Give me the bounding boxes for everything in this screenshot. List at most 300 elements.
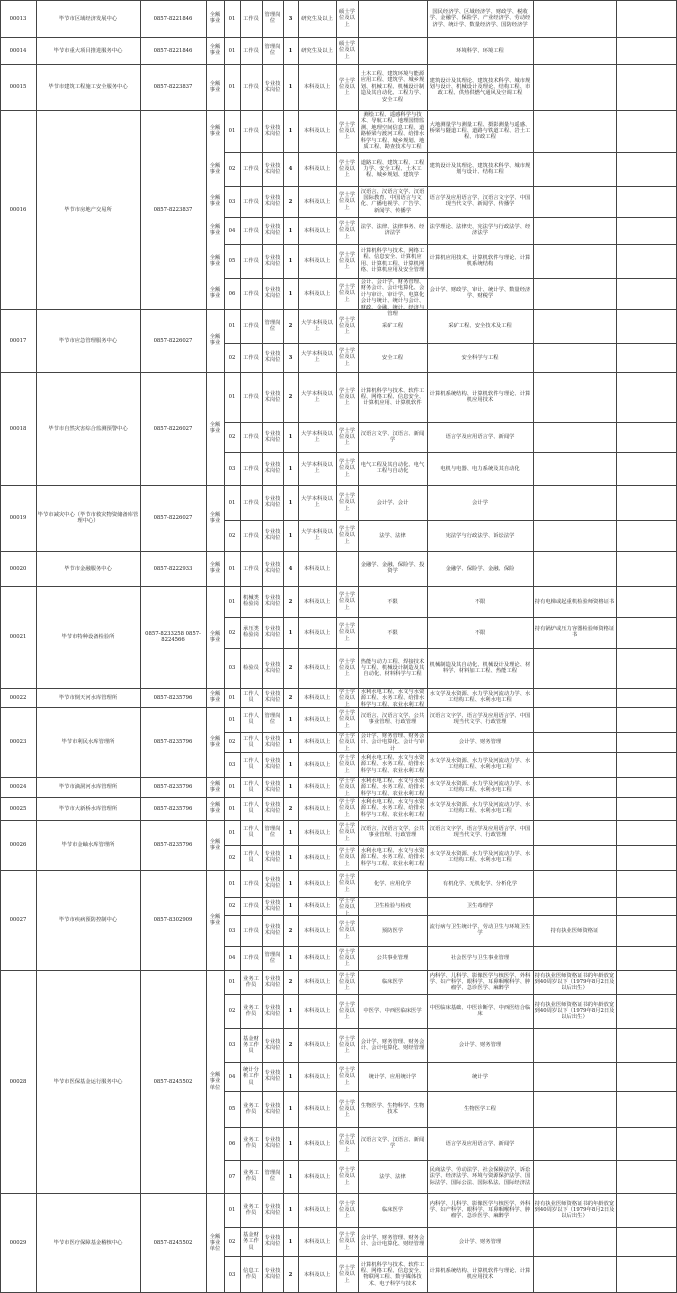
- cell-deg: 学士学位及以上: [339, 192, 355, 211]
- cell-deg: 学士学位及以上: [339, 733, 355, 752]
- cell-nature: 全额事业单位: [209, 1072, 221, 1091]
- cell-edu: 本科及以上: [303, 1008, 331, 1014]
- cell-nature: 全额事业: [209, 562, 221, 575]
- cell-edu: 大学本科及以上: [301, 529, 333, 542]
- cell-job: 工作员: [243, 955, 259, 961]
- cell-deg: 学士学位及以上: [339, 823, 355, 842]
- cell-code: 00022: [9, 694, 27, 701]
- cell-unit: 毕节市重大项目推进服务中心: [53, 47, 123, 54]
- cell-major_b: 环境科学、环境工程: [456, 47, 504, 54]
- cell-major_a: 采矿工程: [381, 323, 404, 329]
- grid-line: [0, 1193, 677, 1194]
- cell-num: 1: [288, 84, 293, 90]
- cell-type: 专业技术岗位: [264, 430, 281, 443]
- cell-job: 基金财务工作员: [243, 1232, 259, 1251]
- cell-deg: 学士学位及以上: [339, 121, 355, 141]
- cell-no: 01: [228, 979, 236, 985]
- grid-line: [358, 0, 359, 1293]
- cell-major_a: 会计学、财务管理、财务会计、会计电算化、财经管理: [360, 1038, 425, 1051]
- cell-no: 03: [228, 665, 236, 671]
- cell-job: 检验员: [243, 665, 259, 671]
- cell-deg: 学士学位及以上: [339, 689, 355, 708]
- cell-num: 1: [288, 258, 293, 264]
- cell-major_a: 汉语言、汉语言文学、公共事业管理、行政管理: [360, 713, 425, 726]
- cell-unit: 毕节市滴洞河水库管理所: [58, 784, 118, 790]
- cell-nature: 全额事业: [209, 334, 221, 347]
- cell-type: 管理岗位: [264, 951, 281, 964]
- cell-phone: 0857-8235796: [153, 842, 193, 848]
- cell-phone: 0857-8245502: [153, 1240, 193, 1246]
- cell-no: 01: [228, 565, 236, 572]
- cell-nature: 全额事业: [209, 80, 221, 93]
- cell-edu: 本科及以上: [303, 829, 331, 836]
- cell-code: 00013: [9, 15, 27, 22]
- cell-edu: 本科及以上: [303, 128, 331, 134]
- cell-type: 专业技术岗位: [264, 924, 281, 937]
- cell-no: 05: [228, 1106, 236, 1112]
- cell-major_a: 会计、会计学、财务管理、财务会计、会计电算化、会计与审计、审计学、电算化会计与统计、统计与会计、财政、金融、统计、经济与管理: [360, 279, 425, 318]
- cell-no: 02: [228, 434, 236, 440]
- cell-nature: 全额事业: [209, 12, 221, 25]
- cell-num: 1: [288, 227, 293, 234]
- grid-line: [36, 0, 37, 1293]
- cell-type: 专业技术岗位: [264, 562, 281, 575]
- cell-deg: 学士学位及以上: [339, 348, 355, 367]
- cell-unit: 毕节市大新桥水库管理所: [58, 805, 118, 812]
- grid-line: [0, 551, 677, 552]
- cell-num: 4: [288, 166, 293, 172]
- cell-type: 专业技术岗位: [264, 899, 281, 912]
- cell-no: 01: [228, 394, 236, 400]
- cell-job: 业务工作员: [243, 1203, 259, 1216]
- cell-major_a: 卫生检验与检疫: [373, 903, 412, 909]
- cell-edu: 大学本科及以上: [301, 319, 333, 332]
- cell-edu: 大学本科及以上: [301, 496, 333, 509]
- cell-edu: 研究生及以上: [301, 15, 333, 22]
- cell-type: 专业技术岗位: [264, 661, 281, 674]
- cell-unit: 毕节市疾病预防控制中心: [58, 917, 118, 923]
- cell-edu: 本科及以上: [303, 694, 331, 701]
- cell-major_a: 法学、法律、法律事务、经济法学: [360, 224, 425, 237]
- cell-num: 1: [288, 629, 293, 636]
- grid-line: [224, 452, 677, 453]
- cell-edu: 本科及以上: [303, 227, 331, 234]
- cell-no: 01: [228, 84, 236, 90]
- cell-num: 1: [288, 1207, 293, 1213]
- cell-job: 业务工作员: [243, 1137, 259, 1150]
- cell-no: 01: [228, 829, 236, 836]
- cell-nature: 全额事业: [209, 838, 221, 851]
- cell-major_b: 统计学: [472, 1073, 488, 1080]
- grid-line: [533, 0, 534, 1293]
- grid-line: [0, 820, 677, 821]
- cell-phone: 0857-8245502: [153, 1078, 193, 1085]
- cell-major_b: 宪法学与行政法学、诉讼法学: [445, 532, 515, 539]
- cell-job: 工作人员: [243, 780, 259, 793]
- cell-major_b: 安全科学与工程: [461, 354, 499, 361]
- cell-edu: 本科及以上: [303, 927, 331, 934]
- grid-line: [224, 152, 677, 153]
- cell-job: 工作员: [243, 290, 259, 297]
- cell-num: 3: [288, 354, 293, 361]
- cell-type: 管理岗位: [264, 713, 281, 726]
- cell-major_a: 生物医学、生物科学、生物技术: [360, 1102, 425, 1115]
- cell-deg: 学士学位及以上: [339, 1134, 355, 1153]
- cell-num: 1: [288, 716, 293, 723]
- cell-no: 01: [228, 128, 236, 134]
- cell-major_b: 民商法学、劳动法学、社会保障法学、诉讼法学、经济法学、环境与资源保护法学、国际法学、国际公法、国际私法、国际经济法: [429, 1167, 531, 1186]
- cell-no: 04: [228, 227, 236, 234]
- cell-unit: 毕节市房地产交易所: [64, 206, 112, 213]
- cell-type: 专业技术岗位: [264, 1137, 281, 1150]
- cell-job: 基金财务工作员: [243, 1035, 259, 1055]
- cell-major_b: 会计学、财政学、审计、统计学、数量经济学、财税学: [429, 287, 531, 300]
- cell-major_b: 社会医学与卫生事业管理: [450, 955, 510, 961]
- cell-num: 2: [288, 665, 293, 671]
- cell-edu: 本科及以上: [303, 716, 331, 723]
- cell-no: 02: [228, 854, 236, 861]
- cell-job: 承压类检验岗: [243, 626, 259, 639]
- cell-major_b: 水文学及水资源、水力学及河流动力学、水工结构工程、水利水电工程: [429, 802, 531, 815]
- cell-type: 专业技术岗位: [264, 802, 281, 815]
- cell-no: 01: [228, 1207, 236, 1213]
- cell-unit: 毕节市医保基金运行服务中心: [53, 1078, 123, 1085]
- cell-job: 机械类检验岗: [243, 595, 259, 608]
- cell-type: 专业技术岗位: [264, 529, 281, 542]
- grid-line: [224, 1062, 677, 1063]
- cell-no: 02: [228, 354, 236, 361]
- cell-major_a: 会计学、会计: [376, 499, 409, 506]
- cell-type: 管理岗位: [264, 826, 281, 839]
- grid-line: [0, 797, 677, 798]
- cell-major_a: 会计学、财务管理、财务会计、会计电算化、财经管理: [360, 1235, 425, 1248]
- cell-job: 业务工作员: [243, 1102, 259, 1115]
- cell-edu: 本科及以上: [303, 1207, 331, 1213]
- cell-deg: 学士学位及以上: [339, 387, 355, 407]
- cell-no: 06: [228, 1140, 236, 1147]
- cell-job: 业务工作员: [243, 1170, 259, 1183]
- cell-code: 00028: [9, 1078, 27, 1085]
- cell-major_b: 国民经济学、区域经济学、财政学、税收学、金融学、保险学、产业经济学、劳动经济学、统计学、数量经济学、国防经济学: [429, 9, 531, 28]
- cell-deg: 学士学位及以上: [339, 799, 355, 818]
- cell-job: 工作员: [243, 434, 259, 440]
- cell-deg: 学士学位及以上: [339, 493, 355, 512]
- cell-type: 专业技术岗位: [264, 780, 281, 793]
- cell-major_a: 汉语言、汉语言文学、公共事业管理、行政管理: [360, 826, 425, 839]
- cell-job: 业务工作员: [243, 1004, 259, 1017]
- cell-type: 管理岗位: [264, 319, 281, 332]
- cell-edu: 大学本科及以上: [301, 351, 333, 364]
- cell-deg: 学士学位及以上: [339, 1099, 355, 1119]
- cell-major_b: 计算机系统结构、计算机软件与理论、计算机应用技术: [429, 390, 531, 403]
- cell-code: 00020: [9, 565, 27, 572]
- cell-deg: 学士学位及以上: [339, 778, 355, 797]
- cell-deg: 学士学位及以上: [339, 316, 355, 336]
- cell-no: 02: [228, 166, 236, 172]
- cell-phone: 0857-8302909: [153, 917, 193, 923]
- cell-unit: 毕节市区域经济发展中心: [58, 15, 118, 22]
- cell-num: 1: [288, 955, 293, 961]
- cell-major_a: 道路工程、建筑工程、工程力学、安全工程、土木工程、城乡规划、建筑学: [360, 159, 425, 179]
- cell-num: 1: [288, 829, 293, 836]
- cell-major_a: 热能与动力工程、焊接技术与工程、机械设计制造及其自动化、材料科学与工程: [360, 658, 425, 678]
- grid-line: [336, 0, 337, 1293]
- cell-code: 00014: [9, 47, 27, 54]
- cell-major_b: 有机化学、无机化学、分析化学: [442, 880, 518, 887]
- cell-edu: 本科及以上: [303, 805, 331, 812]
- cell-code: 00027: [9, 917, 27, 923]
- cell-type: 专业技术岗位: [264, 877, 281, 890]
- cell-deg: 学士学位及以上: [339, 1200, 355, 1220]
- grid-line: [224, 994, 677, 995]
- cell-type: 专业技术岗位: [264, 1203, 281, 1216]
- grid-line: [224, 617, 677, 618]
- cell-edu: 本科及以上: [303, 598, 331, 605]
- cell-edu: 本科及以上: [303, 166, 331, 172]
- cell-num: 1: [288, 903, 293, 909]
- cell-major_a: 法学、法律: [379, 1173, 406, 1180]
- cell-major_a: 计算机科学与技术、软件工程、网络工程、信息安全、物联网工程、数字媒体技术、电子科学与技术: [360, 1261, 425, 1287]
- cell-no: 05: [228, 258, 236, 264]
- cell-major_b: 水文学及水资源、水力学及河流动力学、水工结构工程、水利水电工程: [429, 851, 531, 864]
- cell-num: 1: [288, 465, 293, 472]
- cell-type: 专业技术岗位: [264, 1070, 281, 1083]
- cell-major_a: 计算机科学与技术、软件工程、网络工程、信息安全、计算机应用、计算机软件: [360, 387, 425, 407]
- cell-num: 1: [288, 784, 293, 790]
- cell-major_a: 统计学、应用统计学: [368, 1073, 417, 1080]
- cell-no: 06: [228, 290, 236, 297]
- cell-unit: 毕节市减灾中心（毕节市救灾物资储备库管理中心）: [37, 511, 139, 524]
- cell-num: 2: [288, 805, 293, 812]
- grid-line: [0, 372, 677, 373]
- cell-type: 专业技术岗位: [264, 1038, 281, 1051]
- cell-no: 03: [228, 761, 236, 768]
- cell-num: 2: [288, 694, 293, 701]
- grid-line: [140, 0, 141, 1293]
- grid-line: [0, 309, 677, 310]
- cell-edu: 本科及以上: [303, 854, 331, 861]
- cell-major_b: 汉语言文字学、语言学及应用语言学、中国现当代文学、行政管理: [429, 826, 531, 839]
- cell-job: 工作员: [243, 394, 259, 400]
- grid-line: [224, 244, 677, 245]
- cell-job: 工作员: [243, 354, 259, 361]
- cell-unit: 毕节市利民水库管理所: [61, 739, 115, 745]
- grid-line: [616, 0, 617, 1293]
- grid-line: [0, 586, 677, 587]
- cell-major_a: 中医学、中西医临床医学: [363, 1008, 422, 1014]
- cell-job: 工作人员: [243, 691, 259, 704]
- cell-deg: 硕士学位及以上: [339, 41, 355, 60]
- cell-major_a: 法学、法律: [379, 532, 406, 539]
- cell-major_b: 电机与电器、电力系统及其自动化: [440, 465, 520, 472]
- cell-no: 03: [228, 1271, 236, 1278]
- cell-code: 00017: [9, 337, 27, 344]
- cell-deg: 学士学位及以上: [339, 592, 355, 611]
- grid-line: [283, 0, 284, 1293]
- cell-major_b: 内科学、儿科学、影像医学与核医学、外科学、妇产科学、眼科学、耳鼻咽喉科学、肿瘤学、急诊医学、麻醉学: [429, 972, 531, 992]
- cell-edu: 本科及以上: [303, 761, 331, 768]
- cell-phone: 0857-8235796: [153, 805, 193, 812]
- cell-num: 1: [288, 434, 293, 440]
- cell-nature: 全额事业: [209, 162, 221, 175]
- grid-line: [224, 217, 677, 218]
- cell-no: 01: [228, 499, 236, 506]
- grid-line: [224, 422, 677, 423]
- cell-job: 工作员: [243, 880, 259, 887]
- cell-no: 01: [228, 694, 236, 701]
- grid-line: [0, 64, 677, 65]
- cell-job: 工作人员: [243, 758, 259, 771]
- cell-type: 专业技术岗位: [264, 496, 281, 509]
- cell-type: 专业技术岗位: [264, 390, 281, 403]
- cell-edu: 本科及以上: [303, 565, 331, 572]
- cell-note: 持有执业医师资格证书的年龄放宽到40周岁以下（1979年8月2日及以后出生）: [534, 972, 615, 992]
- cell-num: 1: [288, 761, 293, 768]
- cell-job: 工作人员: [243, 713, 259, 726]
- cell-nature: 全额事业: [209, 630, 221, 643]
- cell-nature: 全额事业: [209, 195, 221, 208]
- grid-line: [224, 1227, 677, 1228]
- cell-no: 02: [228, 903, 236, 909]
- cell-major_b: 计算机应用技术、计算机软件与理论、计算机系统结构: [429, 254, 531, 267]
- cell-note: 持有锅炉或压力容器检验师资格证书: [534, 626, 615, 639]
- cell-num: 2: [288, 927, 293, 934]
- cell-major_b: 计算机系统结构、计算机软件与理论、计算机应用技术: [429, 1268, 531, 1281]
- cell-deg: 学士学位及以上: [339, 526, 355, 545]
- cell-no: 01: [228, 784, 236, 790]
- cell-type: 专业技术岗位: [264, 691, 281, 704]
- cell-major_a: 不限: [387, 629, 398, 636]
- cell-no: 03: [228, 927, 236, 934]
- cell-phone: 0857-8223837: [153, 84, 193, 90]
- grid-line: [206, 0, 207, 1293]
- cell-deg: 学士学位及以上: [339, 921, 355, 940]
- cell-job: 业务工作员: [243, 975, 259, 988]
- cell-major_b: 法学理论、法律史、宪法学与行政法学、经济法学: [429, 224, 531, 237]
- cell-type: 专业技术岗位: [264, 287, 281, 300]
- grid-line: [224, 1256, 677, 1257]
- cell-nature: 全额事业: [209, 691, 221, 704]
- cell-num: 1: [288, 290, 293, 297]
- cell-major_a: 安全工程: [381, 354, 404, 361]
- grid-line: [224, 732, 677, 733]
- cell-no: 03: [228, 465, 236, 472]
- cell-phone: 0857-8221846: [153, 47, 193, 54]
- cell-major_b: 生物医学工程: [464, 1106, 496, 1112]
- cell-nature: 全额事业: [209, 124, 221, 137]
- grid-line: [224, 1028, 677, 1029]
- cell-no: 02: [228, 1008, 236, 1014]
- cell-deg: 学士学位及以上: [339, 251, 355, 271]
- cell-note: 持有执业医师资格证书的年龄放宽到40周岁以下（1979年8月2日及以后出生）: [534, 1200, 615, 1220]
- cell-phone: 0857-8223837: [153, 206, 193, 213]
- cell-deg: 学士学位及以上: [339, 898, 355, 917]
- cell-edu: 本科及以上: [303, 1073, 331, 1080]
- cell-unit: 毕节市金融服务中心: [64, 565, 112, 572]
- cell-job: 工作员: [243, 128, 259, 134]
- cell-edu: 本科及以上: [303, 198, 331, 205]
- cell-phone: 0857-8226027: [153, 425, 193, 432]
- cell-type: 专业技术岗位: [264, 758, 281, 771]
- cell-edu: 研究生及以上: [301, 47, 333, 54]
- cell-no: 01: [228, 805, 236, 812]
- cell-major_a: 化学、应用化学: [373, 880, 412, 887]
- grid-line: [224, 648, 677, 649]
- cell-type: 专业技术岗位: [264, 1268, 281, 1281]
- cell-job: 统计分析工作员: [243, 1067, 259, 1086]
- cell-major_a: 临床医学: [381, 979, 404, 985]
- cell-edu: 本科及以上: [303, 1042, 331, 1048]
- cell-unit: 毕节市医疗保障基金稽核中心: [53, 1240, 123, 1246]
- grid-line: [0, 870, 677, 871]
- cell-major_a: 会计学、财务管理、财务会计、会计电算化、会计与审计: [360, 733, 425, 752]
- cell-phone: 0857-8222933: [153, 565, 193, 572]
- cell-edu: 本科及以上: [303, 258, 331, 264]
- cell-num: 1: [288, 1173, 293, 1180]
- cell-deg: 学士学位及以上: [339, 1035, 355, 1055]
- cell-major_b: 语言学及应用语言学、新闻学: [445, 434, 515, 440]
- cell-nature: 全额事业单位: [209, 1233, 221, 1253]
- cell-job: 工作员: [243, 15, 259, 22]
- cell-job: 工作员: [243, 166, 259, 172]
- cell-num: 2: [288, 1271, 293, 1278]
- grid-line: [0, 485, 677, 486]
- cell-deg: 学士学位及以上: [339, 1232, 355, 1251]
- cell-major_a: 水利水电工程、水文与水资源工程、水务工程、给排水科学与工程、农业水利工程: [360, 755, 425, 774]
- grid-line: [224, 915, 677, 916]
- cell-num: 2: [288, 198, 293, 205]
- cell-num: 2: [288, 1042, 293, 1048]
- cell-job: 工作员: [243, 532, 259, 539]
- grid-line: [240, 0, 241, 1293]
- cell-edu: 本科及以上: [303, 1140, 331, 1147]
- cell-type: 专业技术岗位: [264, 195, 281, 208]
- cell-edu: 大学本科及以上: [301, 430, 333, 443]
- cell-phone: 0857-8226027: [153, 337, 193, 344]
- cell-nature: 全额事业: [209, 287, 221, 300]
- cell-type: 专业技术岗位: [264, 162, 281, 175]
- grid-line: [224, 1127, 677, 1128]
- grid-line: [427, 0, 428, 1293]
- cell-major_b: 语言学及应用语言学、新闻学: [445, 1140, 515, 1147]
- grid-line: [0, 0, 677, 1]
- grid-line: [224, 0, 225, 1293]
- cell-job: 工作人员: [243, 735, 259, 748]
- cell-edu: 本科及以上: [303, 84, 331, 90]
- cell-num: 4: [288, 565, 293, 572]
- cell-unit: 毕节市金岫水库管理所: [61, 842, 115, 848]
- cell-no: 03: [228, 198, 236, 205]
- cell-edu: 本科及以上: [303, 955, 331, 961]
- grid-line: [262, 0, 263, 1293]
- grid-line: [224, 752, 677, 753]
- cell-num: 1: [288, 532, 293, 539]
- cell-deg: 学士学位及以上: [339, 1067, 355, 1086]
- cell-num: 2: [288, 598, 293, 605]
- cell-num: 1: [288, 1008, 293, 1014]
- cell-phone: 0857-8235796: [153, 784, 193, 790]
- cell-num: 2: [288, 979, 293, 985]
- cell-job: 工作人员: [243, 826, 259, 839]
- cell-code: 00016: [9, 206, 27, 213]
- cell-major_b: 语言学及应用语言学、汉语言文字学、中国现当代文学、新闻学、传播学: [429, 195, 531, 208]
- cell-type: 专业技术岗位: [264, 254, 281, 267]
- cell-phone: 0857-8221846: [153, 15, 193, 22]
- cell-note: 持有电梯或起重机检验师资格证书: [534, 598, 615, 605]
- cell-no: 01: [228, 716, 236, 723]
- cell-nature: 全额事业: [209, 224, 221, 237]
- cell-nature: 全额事业: [209, 802, 221, 815]
